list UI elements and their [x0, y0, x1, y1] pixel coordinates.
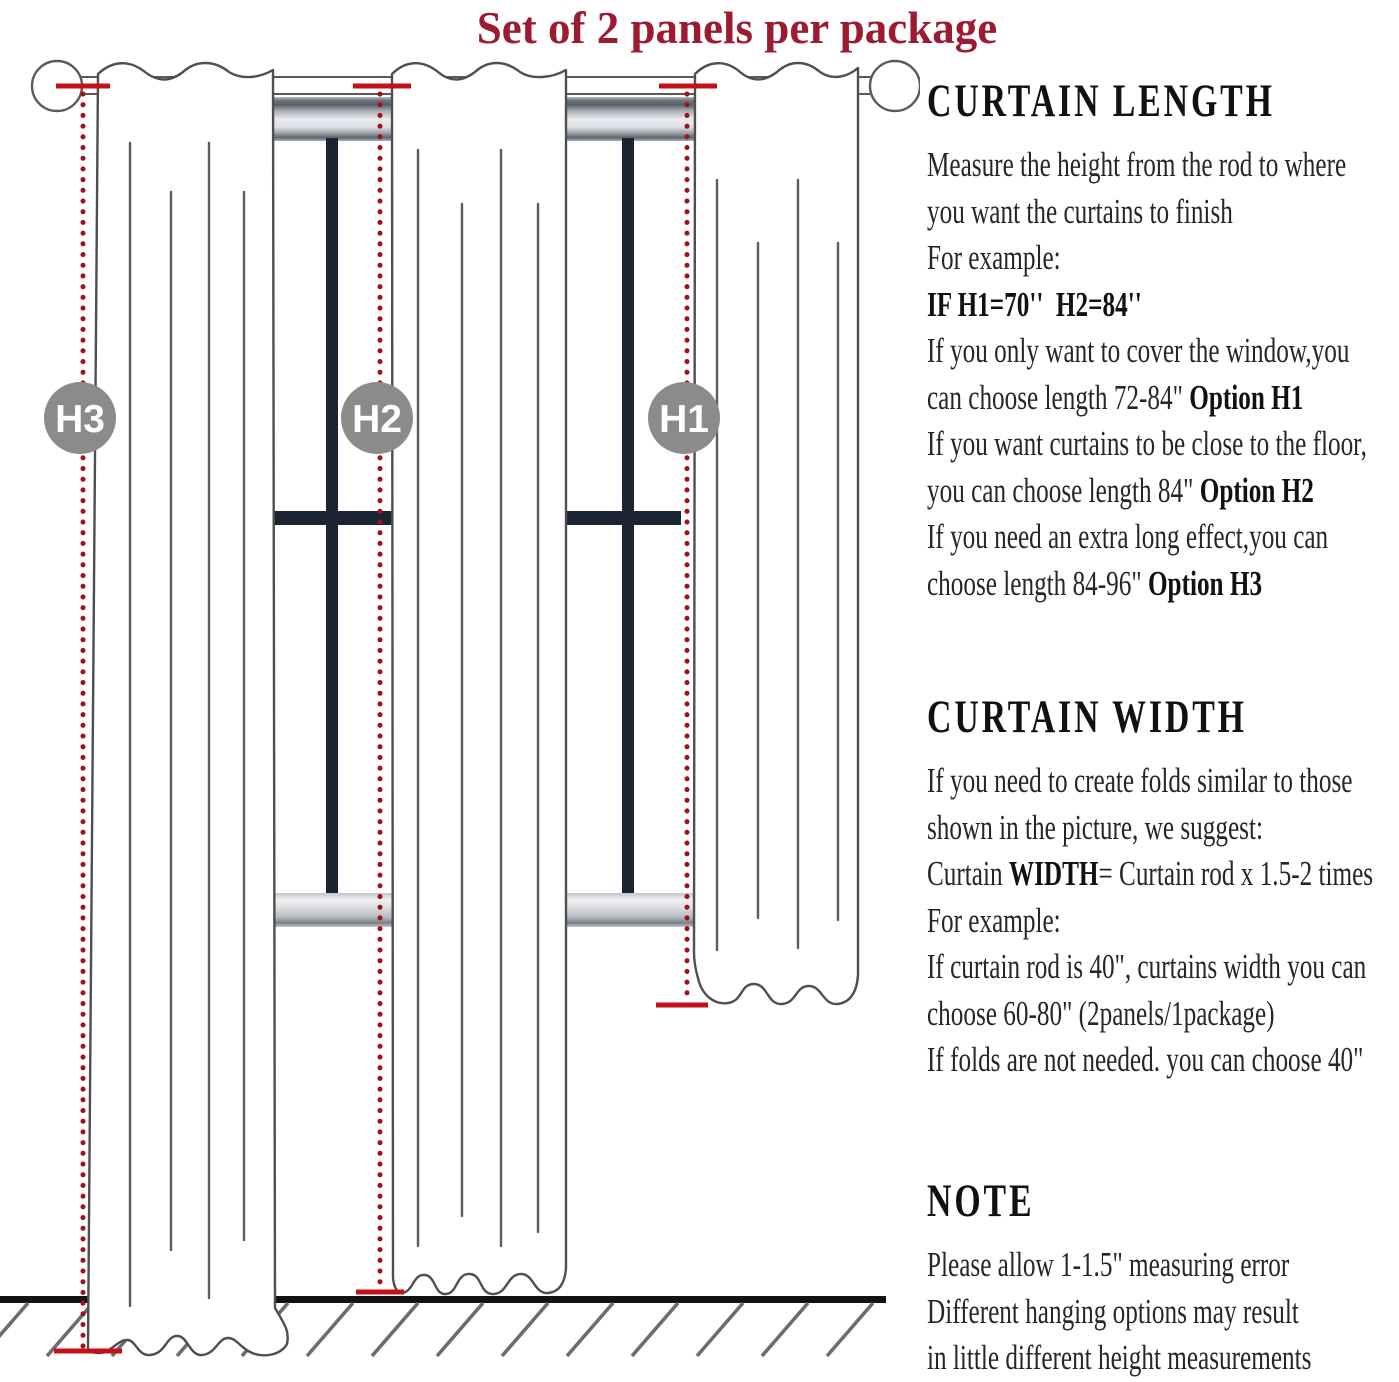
text-line: If curtain rod is 40", curtains width you can	[927, 947, 1367, 986]
text-line: If you only want to cover the window,you	[927, 331, 1350, 370]
curtain-panel-h1	[694, 63, 858, 1004]
heading-curtain-length: CURTAIN LENGTH	[927, 75, 1275, 127]
text-line: you can choose length 84" Option H2	[927, 470, 1314, 510]
h2-badge-label: H2	[352, 398, 402, 441]
text-line: If you need an extra long effect,you can	[927, 517, 1329, 556]
text-line: If folds are not needed. you can choose 40"	[927, 1040, 1364, 1079]
text-line: Different hanging options may result	[927, 1291, 1299, 1331]
page-title: Set of 2 panels per package	[476, 3, 998, 53]
curtain-panel-h3	[88, 63, 288, 1355]
h1-badge-label: H1	[659, 398, 709, 441]
text-line: Curtain WIDTH= Curtain rod x 1.5-2 times	[927, 854, 1374, 893]
heading-note: NOTE	[927, 1175, 1035, 1227]
text-line: choose length 84-96" Option H3	[927, 563, 1263, 603]
section-note	[927, 1174, 1399, 1382]
rod-finial-right	[870, 61, 920, 111]
text-line: If you want curtains to be close to the floor,	[927, 424, 1367, 463]
text-line: For example:	[927, 238, 1061, 277]
text-line: shown in the picture, we suggest:	[927, 807, 1263, 847]
text-line: in little different height measurements	[927, 1338, 1312, 1377]
text-line: If you need to create folds similar to those	[927, 761, 1353, 800]
h2-badge	[341, 382, 413, 454]
instructions-column	[927, 0, 1399, 1382]
section-curtain-length	[927, 74, 1399, 607]
text-line: choose 60-80" (2panels/1package)	[927, 993, 1275, 1033]
section-curtain-width	[927, 690, 1399, 1084]
text-line: you want the curtains to finish	[927, 191, 1233, 231]
curtain-panel-h2	[392, 63, 566, 1294]
text-line: For example:	[927, 900, 1061, 940]
heading-curtain-width: CURTAIN WIDTH	[927, 691, 1247, 743]
h3-badge	[44, 382, 116, 454]
text-line: Please allow 1-1.5" measuring error	[927, 1245, 1290, 1284]
h1-badge	[648, 382, 720, 454]
text-line: can choose length 72-84" Option H1	[927, 377, 1304, 417]
text-line: IF H1=70'' H2=84''	[927, 284, 1142, 324]
h3-badge-label: H3	[55, 398, 105, 441]
text-line: Measure the height from the rod to where	[927, 145, 1347, 184]
